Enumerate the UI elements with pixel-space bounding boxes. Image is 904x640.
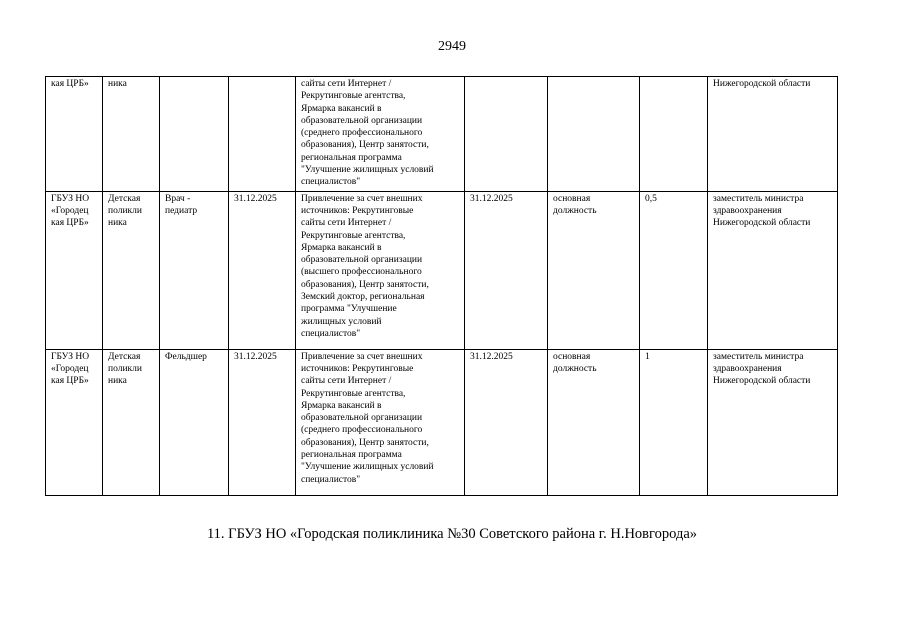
institution-cell: ГБУЗ НО «Городец кая ЦРБ» (46, 349, 103, 495)
page-number: 2949 (438, 39, 466, 54)
responsible-cell: заместитель министра здравоохранения Нижегородской области (708, 349, 838, 495)
measures-cell: Привлечение за счет внешних источников: Рекрутинговые сайты сети Интернет / Рекрутинговые агентства, Ярмарка вакансий в образовательной организации (высшего профессионального образования), Центр занятости, Земский доктор, региональная программа "Улучшение жилищных условий специалистов" (296, 191, 465, 349)
date-cell (229, 77, 296, 192)
position-type-cell: основная должность (548, 191, 640, 349)
responsible-cell: Нижегородской области (708, 77, 838, 192)
department-cell: ника (103, 77, 160, 192)
table-row (46, 77, 838, 192)
rate-cell: 1 (640, 349, 708, 495)
position-cell: Врач - педиатр (160, 191, 229, 349)
measures-cell: Привлечение за счет внешних источников: Рекрутинговые сайты сети Интернет / Рекрутинговые агентства, Ярмарка вакансий в образовательной организации (среднего профессионального образования), Центр занятости, региональная программа "Улучшение жилищных условий специалистов" (296, 349, 465, 495)
position-type-cell (548, 77, 640, 192)
institution-cell: кая ЦРБ» (46, 77, 103, 192)
measures-cell: сайты сети Интернет / Рекрутинговые агентства, Ярмарка вакансий в образовательной организации (среднего профессионального образования), Центр занятости, региональная программа "Улучшение жилищных условий специалистов" (296, 77, 465, 192)
department-cell: Детская поликли ника (103, 349, 160, 495)
table-row (46, 191, 838, 349)
date-cell: 31.12.2025 (229, 191, 296, 349)
position-type-cell: основная должность (548, 349, 640, 495)
institution-cell: ГБУЗ НО «Городец кая ЦРБ» (46, 191, 103, 349)
staffing-table (45, 76, 838, 496)
position-cell: Фельдшер (160, 349, 229, 495)
position-cell (160, 77, 229, 192)
date-cell: 31.12.2025 (229, 349, 296, 495)
deadline-cell (465, 77, 548, 192)
rate-cell (640, 77, 708, 192)
deadline-cell: 31.12.2025 (465, 191, 548, 349)
department-cell: Детская поликли ника (103, 191, 160, 349)
responsible-cell: заместитель министра здравоохранения Нижегородской области (708, 191, 838, 349)
deadline-cell: 31.12.2025 (465, 349, 548, 495)
rate-cell: 0,5 (640, 191, 708, 349)
table-row (46, 349, 838, 495)
section-heading: 11. ГБУЗ НО «Городская поликлиника №30 Советского района г. Н.Новгорода» (206, 526, 698, 542)
